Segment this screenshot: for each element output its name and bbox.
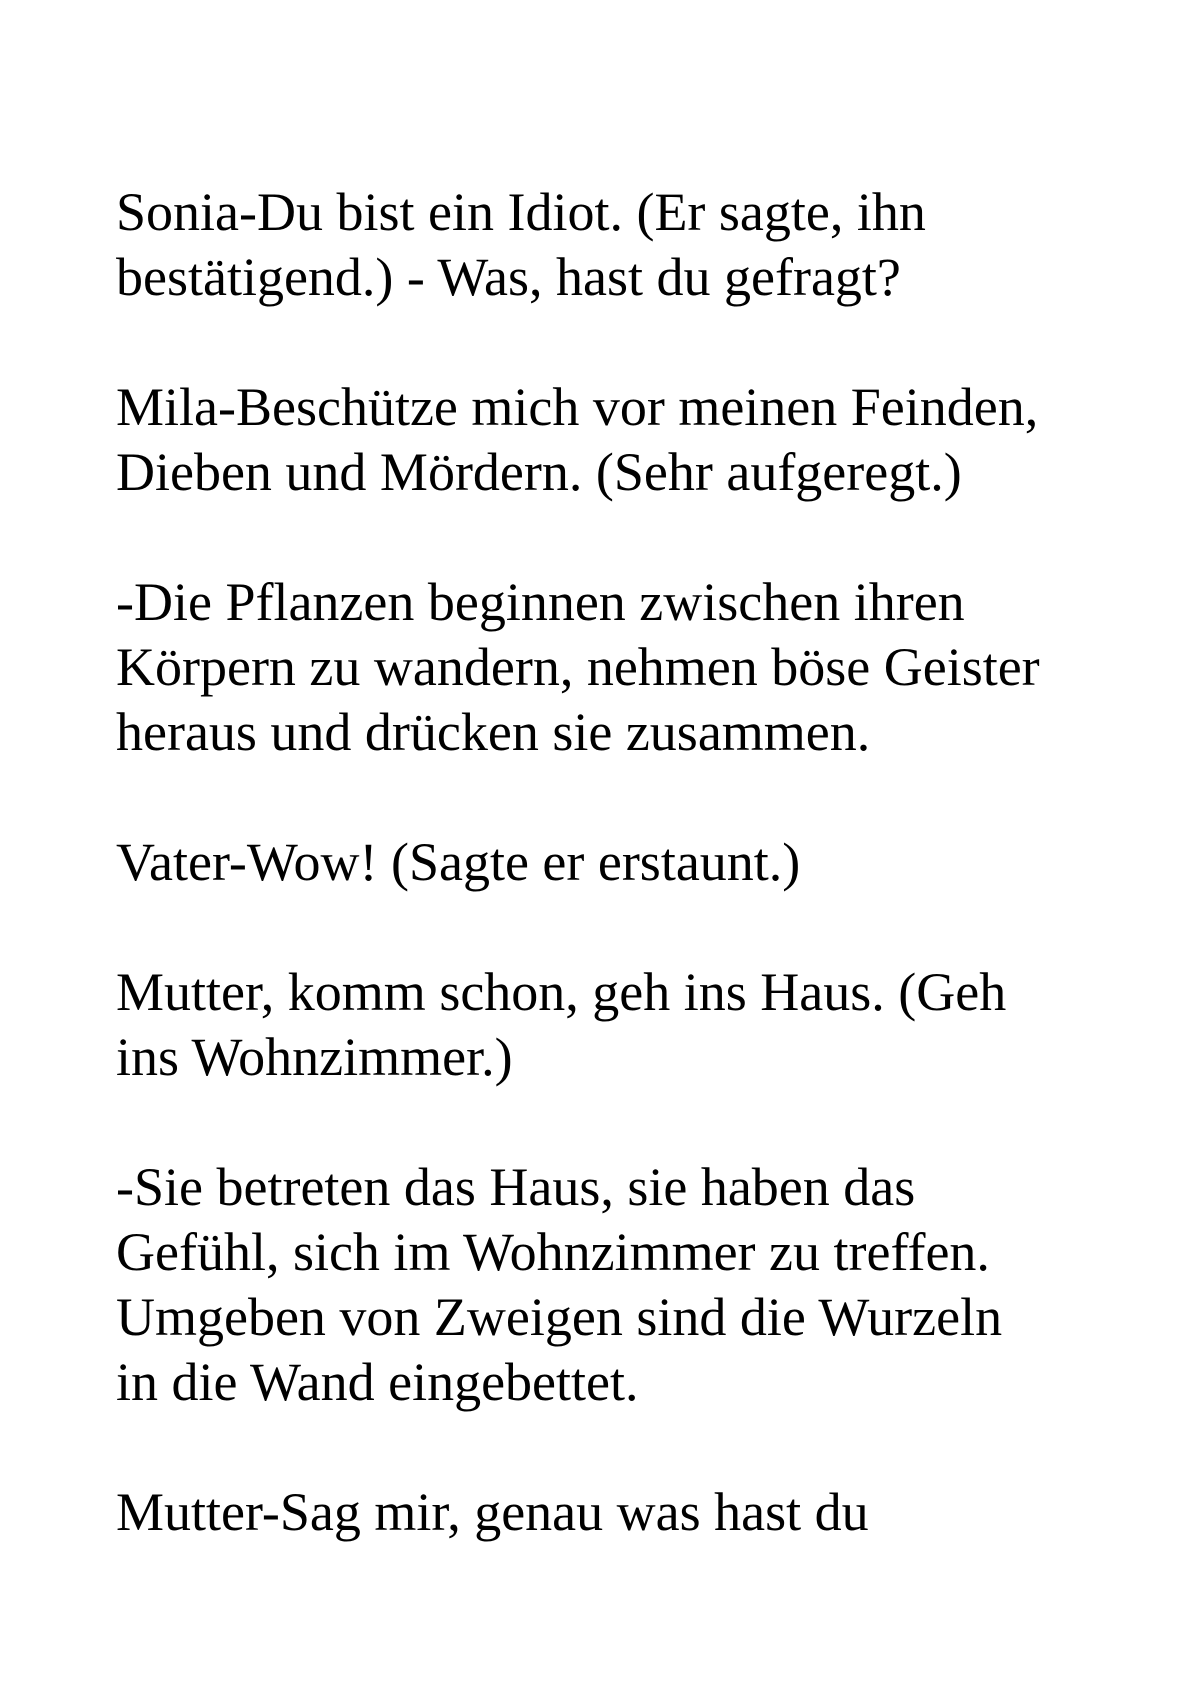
text-line: ins Wohnzimmer.) [116,1027,513,1087]
text-line: -Sie betreten das Haus, sie haben das [116,1157,916,1217]
paragraph-mutter-question [116,1480,1116,1545]
paragraph-stage-direction-plants [116,570,1116,765]
text-line: -Die Pflanzen beginnen zwischen ihren [116,572,965,632]
text-line: Gefühl, sich im Wohnzimmer zu treffen. [116,1222,990,1282]
text-line: Umgeben von Zweigen sind die Wurzeln [116,1287,1003,1347]
text-line: Sonia-Du bist ein Idiot. (Er sagte, ihn [116,182,926,242]
text-line: Körpern zu wandern, nehmen böse Geister [116,637,1040,697]
text-line: Dieben und Mördern. (Sehr aufgeregt.) [116,442,962,502]
paragraph-mila [116,375,1116,505]
text-line: in die Wand eingebettet. [116,1352,639,1412]
text-line: heraus und drücken sie zusammen. [116,702,871,762]
paragraph-stage-direction-house [116,1155,1116,1415]
paragraph-mutter [116,960,1116,1090]
text-line: Mutter, komm schon, geh ins Haus. (Geh [116,962,1007,1022]
text-line: Vater-Wow! (Sagte er erstaunt.) [116,832,801,892]
paragraph-sonia [116,180,1116,310]
text-line: Mutter-Sag mir, genau was hast du [116,1482,869,1542]
text-line: bestätigend.) - Was, hast du gefragt? [116,247,901,307]
document-text [116,180,1116,1610]
paragraph-vater [116,830,1116,895]
text-line: Mila-Beschütze mich vor meinen Feinden, [116,377,1039,437]
